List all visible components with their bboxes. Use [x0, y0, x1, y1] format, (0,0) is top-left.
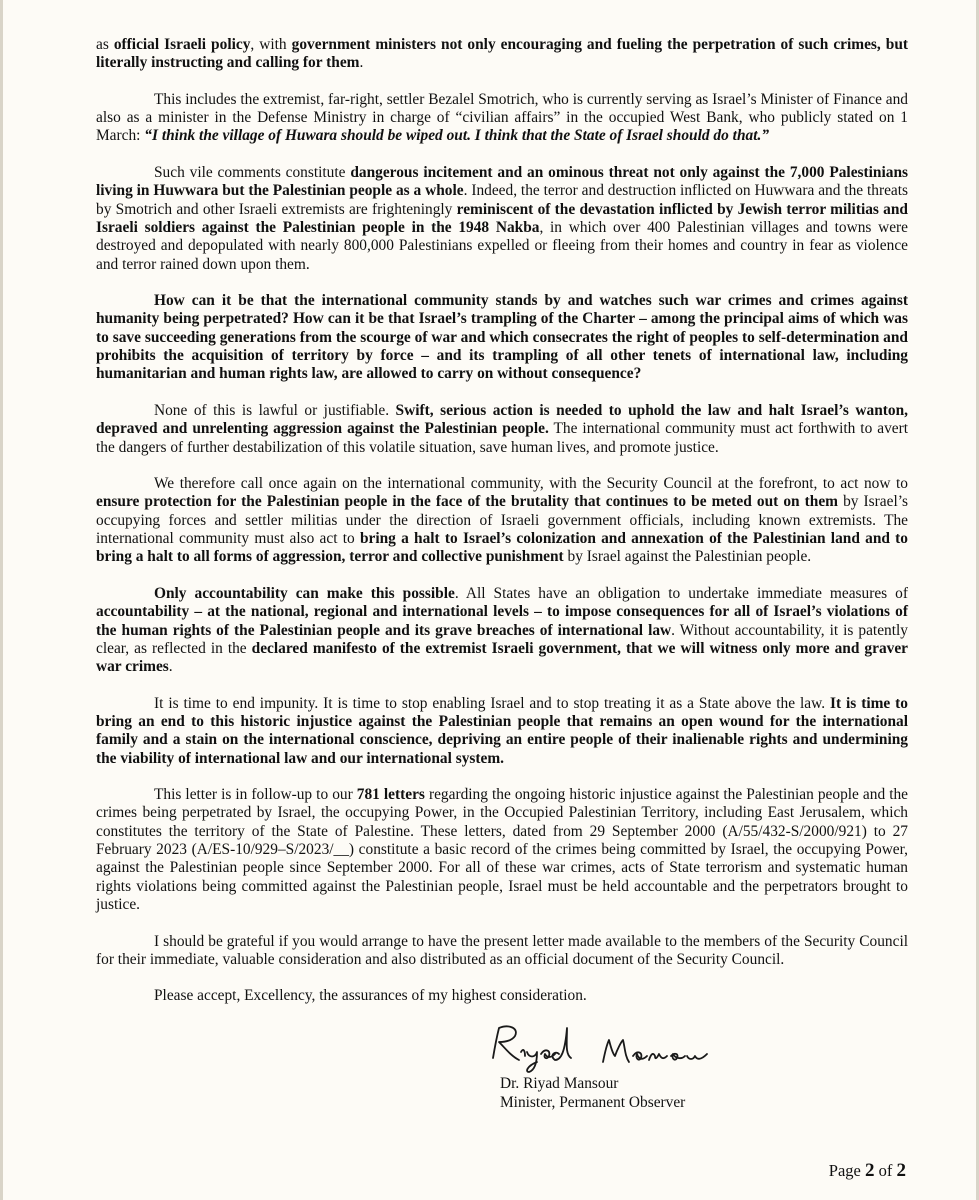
- bold-phrase: 781 letters: [356, 786, 425, 804]
- bold-phrase: official Israeli policy: [113, 36, 251, 53]
- signatory-title: Minister, Permanent Observer: [500, 1094, 686, 1111]
- signature-block: [485, 1022, 745, 1074]
- bold-phrase: ensure protection for the Palestinian people in the face of the brutality that continues to be meted out on them: [96, 493, 838, 511]
- signatory: [500, 1074, 685, 1112]
- quotation: “I think the village of Huwara should be wiped out. I think that the State of Israel should do that.”: [144, 127, 770, 145]
- bold-phrase: Swift, serious action is needed to uphold the law and halt Israel’s wanton, depraved and unrelenting aggression against the Palestinian people.: [96, 401, 908, 438]
- paragraph-1: as official Israeli policy, with government ministers not only encouraging and fueling the perpetration of such crimes, but literally instructing and calling for them.: [96, 36, 909, 72]
- bold-phrase: declared manifesto of the extremist Israeli government, that we will witness only more and graver war crimes: [96, 639, 908, 676]
- current-page: 2: [865, 1160, 875, 1181]
- bold-phrase: reminiscent of the devastation inflicted by Jewish terror militias and Israeli soldiers against the Palestinian people in the 1948 Nakba: [96, 200, 908, 236]
- letter-body: [96, 36, 908, 1006]
- paragraph-5: None of this is lawful or justifiable. Swift, serious action is needed to uphold the law and halt Israel’s wanton, depraved and unrelenting aggression against the Palestinian people. The international community must act forthwith to avert the dangers of further destabilization of this volatile situation, save human lives, and promote justice.: [96, 401, 909, 456]
- bold-phrase: Only accountability can make this possible: [154, 584, 455, 602]
- bold-phrase: accountability – at the national, regional and international levels – to impose consequences for all of Israel’s violations of the human rights of the Palestinian people and its grave breaches of international law: [96, 603, 908, 639]
- paragraph-7: Only accountability can make this possible. All States have an obligation to undertake immediate measures of accountability – at the national, regional and international levels – to impose consequences for all of Israel’s violations of the human rights of the Palestinian people and its grave breaches of international law. Without accountability, it is patently clear, as reflected in the declared manifesto of the extremist Israeli government, that we will witness only more and graver war crimes.: [96, 584, 908, 676]
- paragraph-6: We therefore call once again on the international community, with the Security Council at the forefront, to act now to ensure protection for the Palestinian people in the face of the brutality that continues to be meted out on them by Israel’s occupying forces and settler militias under the direction of Israeli government officials, including known extremists. The international community must also act to bring a halt to Israel’s colonization and annexation of the Palestinian land and to bring a halt to all forms of aggression, terror and collective punishment by Israel against the Palestinian people.: [96, 475, 908, 566]
- paragraph-3: Such vile comments constitute dangerous incitement and an ominous threat not only against the 7,000 Palestinians living in Huwwara but the Palestinian people as a whole. Indeed, the terror and destruction inflicted on Huwwara and the threats by Smotrich and other Israeli extremists are frighteningly reminiscent of the devastation inflicted by Jewish terror militias and Israeli soldiers against the Palestinian people in the 1948 Nakba, in which over 400 Palestinian villages and towns were destroyed and depopulated with nearly 800,000 Palestinians expelled or fleeing from their homes and country in fear as violence and terror rained down upon them.: [96, 164, 909, 273]
- bold-phrase: bring a halt to Israel’s colonization and annexation of the Palestinian land and to bring a halt to all forms of aggression, terror and collective punishment: [96, 530, 908, 566]
- bold-phrase: government ministers not only encouraging and fueling the perpetration of such crimes, but literally instructing and calling for them: [96, 36, 909, 72]
- signatory-name: Dr. Riyad Mansour: [500, 1075, 619, 1092]
- paragraph-4: [96, 292, 908, 383]
- page-number: Page 2 of 2: [828, 1160, 906, 1181]
- paragraph-8: It is time to end impunity. It is time to stop enabling Israel and to stop treating it as a State above the law. It is time to bring an end to this historic injustice against the Palestinian people that remains an open wound for the international family and a stain on the international conscience, depriving an entire people of their inalienable rights and undermining the viability of international law and our international system.: [96, 694, 908, 767]
- total-pages: 2: [896, 1160, 906, 1181]
- closing-paragraph: Please accept, Excellency, the assurances of my highest consideration.: [154, 987, 587, 1005]
- bold-phrase: dangerous incitement and an ominous threat not only against the 7,000 Palestinians living in Huwwara but the Palestinian people as a whole: [96, 164, 908, 200]
- bold-phrase: How can it be that the international community stands by and watches such war crimes and crimes against humanity being perpetrated? How can it be that Israel’s trampling of the Charter – among the principal aims of which was to save succeeding generations from the scourge of war and which consecrates the right of peoples to self-determination and prohibits the acquisition of territory by force – and its trampling of all other tenets of international law, including humanitarian and human rights law, are allowed to carry on without consequence?: [96, 292, 908, 383]
- paragraph-9: This letter is in follow-up to our 781 letters regarding the ongoing historic injustice against the Palestinian people and the crimes being perpetrated by Israel, the occupying Power, in the Occupied Palestinian Territory, including East Jerusalem, which constitutes the territory of the State of Palestine. These letters, dated from 29 September 2000 (A/55/432-S/2000/921) to 27 February 2023 (A/ES-10/929–S/2023/__) constitute a basic record of the crimes being committed by Israel, the occupying Power, against the Palestinian people since September 2000. For all of these war crimes, acts of State terrorism and systematic human rights violations being committed against the Palestinian people, Israel must be held accountable and the perpetrators brought to justice.: [96, 786, 908, 913]
- paragraph-10: I should be grateful if you would arrange to have the present letter made available to the members of the Security Council for their immediate, valuable consideration and also distributed as an official document of the Security Council.: [96, 932, 908, 968]
- bold-phrase: It is time to bring an end to this historic injustice against the Palestinian people that remains an open wound for the international family and a stain on the international conscience, depriving an entire people of their inalienable rights and undermining the viability of international law and our international system.: [96, 694, 908, 767]
- handwritten-signature: [485, 1022, 725, 1074]
- paragraph-2: This includes the extremist, far-right, settler Bezalel Smotrich, who is currently serving as Israel’s Minister of Finance and also as a minister in the Defense Ministry in charge of “civilian affairs” in the occupied West Bank, who publicly stated on 1 March: “I think the village of Huwara should be wiped out. I think that the State of Israel should do that.”: [96, 90, 908, 145]
